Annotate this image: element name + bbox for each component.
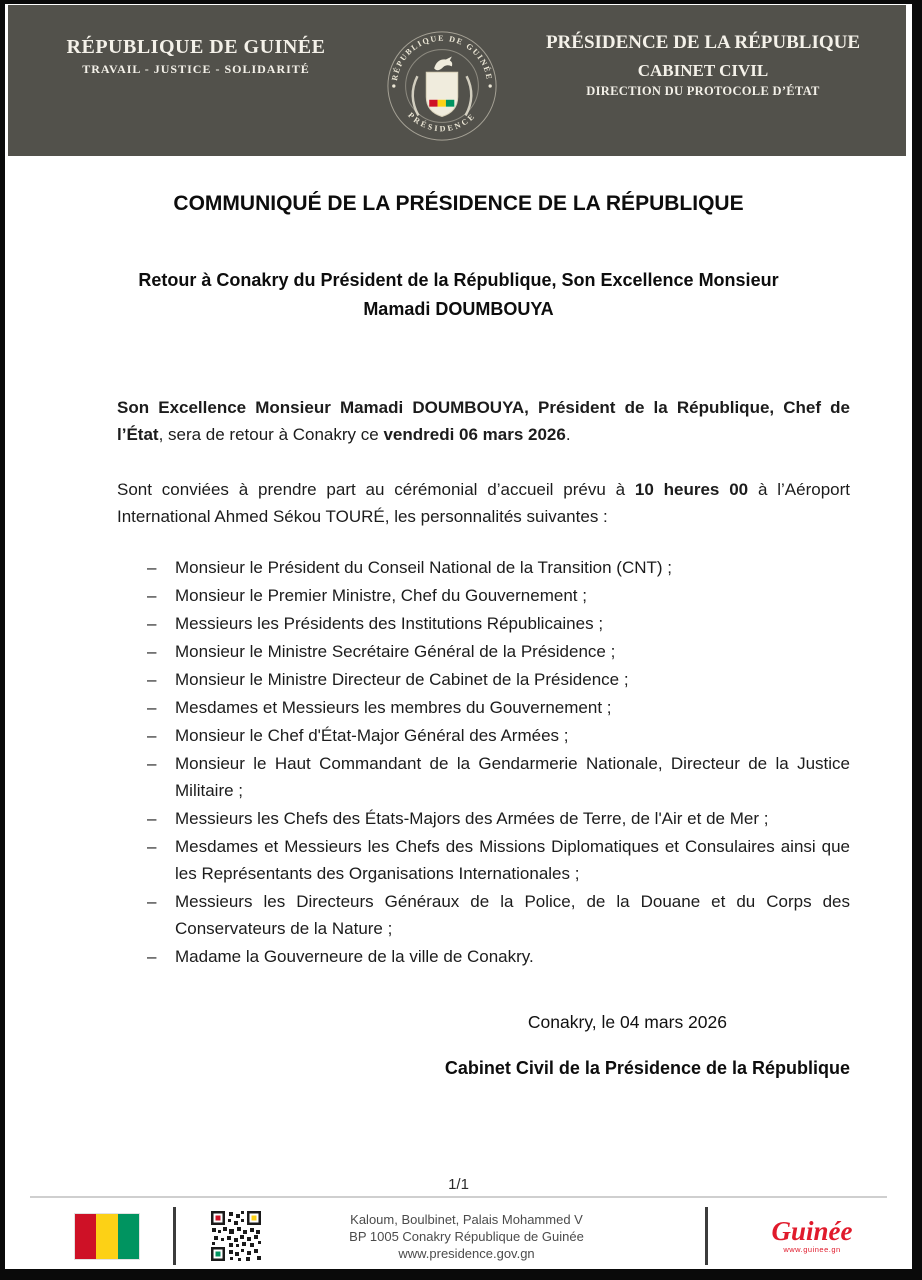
dash-bullet: – [147, 670, 157, 689]
guinee-logo-url: www.guinee.gn [783, 1245, 841, 1254]
dash-bullet: – [147, 642, 157, 661]
paragraph-announcement [117, 394, 850, 448]
p1-period: . [565, 425, 571, 444]
dash-bullet: – [147, 754, 157, 773]
address-line-2: BP 1005 Conakry République de Guinée [349, 1228, 584, 1244]
country-name: RÉPUBLIQUE DE GUINÉE [66, 36, 326, 58]
list-item [117, 722, 850, 749]
letterhead [8, 5, 906, 156]
institution-name: PRÉSIDENCE DE LA RÉPUBLIQUE [545, 32, 861, 53]
p2-text-end: à l’Aéroport International Ahmed Sékou TOURÉ, les personnalités suivantes : [117, 480, 850, 526]
flag-yellow-band [96, 1214, 117, 1259]
address-line-3: www.presidence.gov.gn [398, 1245, 535, 1261]
p1-bold-president: Son Excellence Monsieur Mamadi DOUMBOUYA, Président de la République, Chef de l’État [117, 398, 850, 444]
invitee-list [117, 554, 850, 970]
direction-name: DIRECTION DU PROTOCOLE D’ÉTAT [586, 84, 820, 98]
footer-vertical-divider [173, 1207, 176, 1265]
list-item-text: Monsieur le Ministre Secrétaire Général de la Présidence ; [175, 642, 616, 661]
list-item-text: Mesdames et Messieurs les Chefs des Missions Diplomatiques et Consulaires ainsi que les Représentants des Organisations Internationales ; [175, 837, 850, 883]
letterhead-right [538, 5, 868, 99]
list-item-text: Monsieur le Ministre Directeur de Cabinet de la Présidence ; [175, 670, 629, 689]
dash-bullet: – [147, 892, 157, 911]
document-page [5, 4, 912, 1269]
list-item [117, 943, 850, 970]
document-body [117, 324, 850, 1079]
letterhead-left [46, 5, 346, 77]
list-item-text: Monsieur le Chef d'État-Major Général des Armées ; [175, 726, 569, 745]
presidential-seal [383, 5, 501, 150]
list-item [117, 610, 850, 637]
list-item [117, 888, 850, 942]
document-subtitle: Retour à Conakry du Président de la République, Son Excellence Monsieur Mamadi DOUMBOUYA [138, 270, 779, 319]
list-item-text: Messieurs les Présidents des Institutions Républicaines ; [175, 614, 604, 633]
dash-bullet: – [147, 558, 157, 577]
flag-green-band [118, 1214, 139, 1259]
guinea-flag-icon [75, 1214, 139, 1259]
dash-bullet: – [147, 614, 157, 633]
footer-row [5, 1198, 912, 1269]
list-item [117, 666, 850, 693]
page-number: 1/1 [448, 1176, 469, 1193]
signature-block: Cabinet Civil de la Présidence de la République [444, 1058, 850, 1078]
cabinet-name: CABINET CIVIL [637, 61, 769, 80]
list-item-text: Monsieur le Haut Commandant de la Gendarmerie Nationale, Directeur de la Justice Militaire ; [175, 754, 850, 800]
document-title: COMMUNIQUÉ DE LA PRÉSIDENCE DE LA RÉPUBLIQUE [173, 192, 744, 215]
list-item [117, 582, 850, 609]
national-motto: TRAVAIL - JUSTICE - SOLIDARITÉ [82, 62, 310, 76]
guinee-brand-logo [742, 1218, 882, 1254]
flag-red-band [75, 1214, 96, 1259]
p1-bold-date: vendredi 06 mars 2026 [383, 425, 566, 444]
paragraph-invitation [117, 476, 850, 530]
dash-bullet: – [147, 726, 157, 745]
dash-bullet: – [147, 698, 157, 717]
svg-text:PRÉSIDENCE: PRÉSIDENCE [406, 110, 478, 134]
p2-bold-time: 10 heures 00 [634, 480, 749, 499]
address-line-1: Kaloum, Boulbinet, Palais Mohammed V [350, 1211, 583, 1227]
list-item [117, 638, 850, 665]
dash-bullet: – [147, 947, 157, 966]
list-item [117, 694, 850, 721]
seal-icon [383, 27, 501, 145]
list-item-text: Messieurs les Chefs des États-Majors des Armées de Terre, de l'Air et de Mer ; [175, 809, 769, 828]
guinee-logo-text: Guinée [771, 1216, 853, 1246]
dash-bullet: – [147, 586, 157, 605]
list-item [117, 750, 850, 804]
svg-text:RÉPUBLIQUE DE GUINÉE: RÉPUBLIQUE DE GUINÉE [390, 33, 494, 82]
list-item-text: Monsieur le Premier Ministre, Chef du Gouvernement ; [175, 586, 587, 605]
list-item-text: Madame la Gouverneure de la ville de Conakry. [175, 947, 534, 966]
dash-bullet: – [147, 809, 157, 828]
p2-text-start: Sont conviées à prendre part au cérémonial d’accueil prévu à [117, 480, 635, 499]
dash-bullet: – [147, 837, 157, 856]
list-item-text: Messieurs les Directeurs Généraux de la Police, de la Douane et du Corps des Conservateurs de la Nature ; [175, 892, 850, 938]
list-item [117, 554, 850, 581]
list-item [117, 805, 850, 832]
list-item [117, 833, 850, 887]
list-item-text: Monsieur le Président du Conseil National de la Transition (CNT) ; [175, 558, 673, 577]
p1-text: , sera de retour à Conakry ce [158, 425, 384, 444]
footer-address [262, 1211, 671, 1262]
page-footer [5, 1176, 912, 1269]
blank-space [5, 1079, 912, 1176]
qr-code-icon [210, 1210, 262, 1262]
dateline: Conakry, le 04 mars 2026 [527, 1012, 727, 1032]
list-item-text: Mesdames et Messieurs les membres du Gouvernement ; [175, 698, 612, 717]
footer-vertical-divider [705, 1207, 708, 1265]
